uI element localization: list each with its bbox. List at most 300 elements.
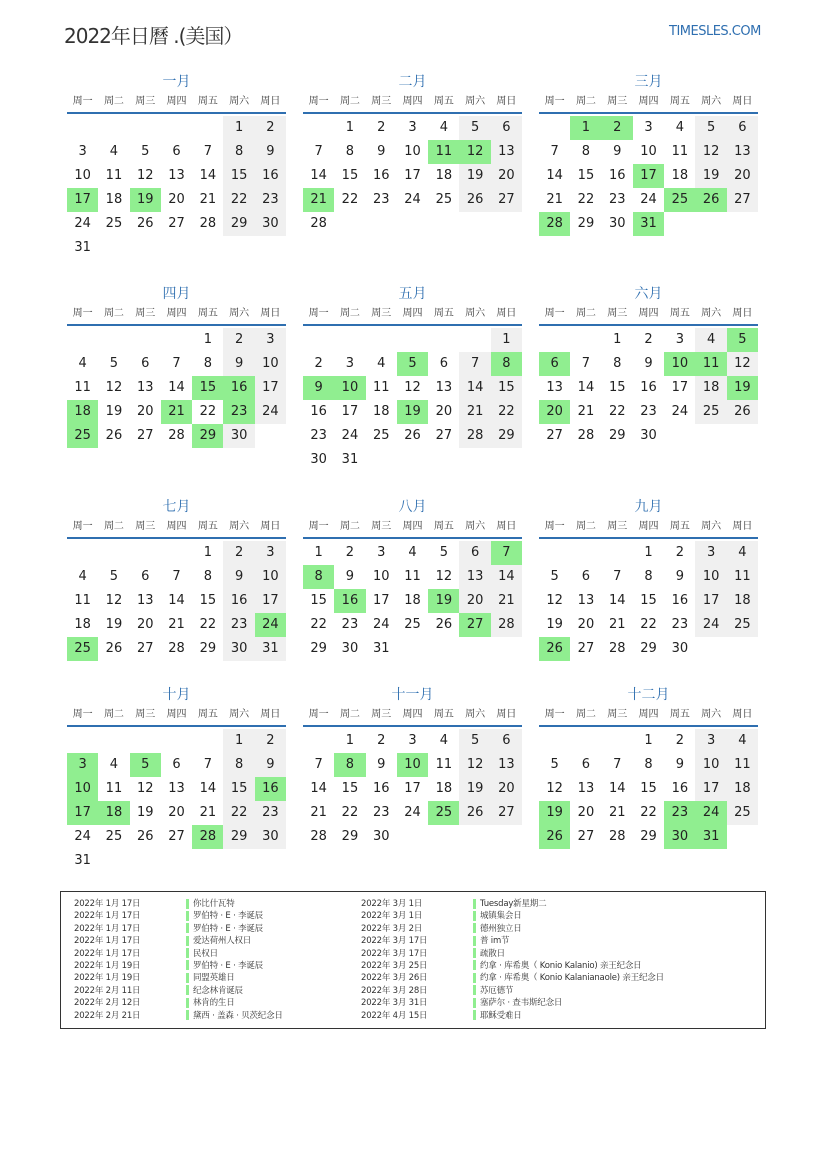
day-cell[interactable]: 2 [255, 116, 286, 140]
day-cell[interactable]: 11 [105, 781, 123, 796]
day-cell[interactable]: 5 [550, 569, 559, 584]
day-cell[interactable]: 10 [695, 565, 726, 589]
day-cell[interactable]: 18 [435, 781, 453, 796]
day-cell[interactable]: 27 [577, 829, 595, 844]
day-cell[interactable]: 24 [255, 400, 286, 424]
day-cell[interactable]: 19 [105, 617, 123, 632]
day-cell[interactable]: 18 [727, 777, 758, 801]
day-cell[interactable]: 28 [608, 641, 626, 656]
day-cell[interactable]: 4 [109, 144, 119, 159]
day-cell[interactable]: 14 [577, 380, 595, 395]
day-cell[interactable]: 11 [435, 757, 453, 772]
day-cell[interactable]: 22 [199, 617, 217, 632]
day-cell[interactable]: 3 [255, 328, 286, 352]
day-cell[interactable]: 22 [310, 617, 327, 632]
day-cell[interactable]: 15 [577, 168, 595, 183]
day-cell[interactable]: 22 [577, 192, 595, 207]
holiday-day-cell[interactable]: 17 [67, 801, 98, 825]
day-cell[interactable]: 4 [408, 545, 417, 560]
day-cell[interactable]: 5 [695, 116, 726, 140]
day-cell[interactable]: 20 [577, 805, 595, 820]
holiday-day-cell[interactable]: 15 [192, 376, 223, 400]
holiday-day-cell[interactable]: 23 [664, 801, 695, 825]
day-cell[interactable]: 18 [695, 376, 726, 400]
day-cell[interactable]: 16 [255, 164, 286, 188]
day-cell[interactable]: 8 [203, 356, 212, 371]
day-cell[interactable]: 14 [310, 781, 327, 796]
day-cell[interactable]: 16 [372, 781, 390, 796]
day-cell[interactable]: 20 [136, 404, 154, 419]
day-cell[interactable]: 7 [314, 144, 323, 159]
holiday-day-cell[interactable]: 29 [192, 424, 223, 448]
holiday-day-cell[interactable]: 9 [303, 376, 334, 400]
day-cell[interactable]: 22 [640, 617, 657, 632]
day-cell[interactable]: 18 [372, 404, 390, 419]
day-cell[interactable]: 1 [223, 729, 254, 753]
day-cell[interactable]: 26 [459, 801, 490, 825]
holiday-day-cell[interactable]: 10 [334, 376, 365, 400]
day-cell[interactable]: 30 [608, 216, 626, 231]
day-cell[interactable]: 21 [608, 617, 626, 632]
day-cell[interactable]: 9 [223, 565, 254, 589]
day-cell[interactable]: 22 [223, 188, 254, 212]
day-cell[interactable]: 4 [695, 328, 726, 352]
day-cell[interactable]: 19 [546, 617, 563, 632]
day-cell[interactable]: 1 [644, 545, 653, 560]
day-cell[interactable]: 28 [168, 428, 185, 443]
day-cell[interactable]: 25 [695, 400, 726, 424]
day-cell[interactable]: 2 [377, 120, 386, 135]
holiday-day-cell[interactable]: 6 [539, 352, 570, 376]
holiday-day-cell[interactable]: 19 [130, 188, 161, 212]
holiday-day-cell[interactable]: 12 [459, 140, 490, 164]
day-cell[interactable]: 22 [491, 400, 522, 424]
day-cell[interactable]: 13 [459, 565, 490, 589]
day-cell[interactable]: 23 [223, 613, 254, 637]
day-cell[interactable]: 9 [377, 757, 386, 772]
day-cell[interactable]: 12 [404, 380, 421, 395]
day-cell[interactable]: 11 [671, 144, 689, 159]
day-cell[interactable]: 29 [223, 212, 254, 236]
day-cell[interactable]: 7 [314, 757, 323, 772]
holiday-day-cell[interactable]: 23 [223, 400, 254, 424]
day-cell[interactable]: 26 [136, 216, 154, 231]
day-cell[interactable]: 25 [105, 829, 123, 844]
day-cell[interactable]: 28 [491, 613, 522, 637]
day-cell[interactable]: 14 [310, 168, 327, 183]
day-cell[interactable]: 28 [608, 829, 626, 844]
day-cell[interactable]: 26 [435, 617, 453, 632]
holiday-day-cell[interactable]: 7 [491, 541, 522, 565]
day-cell[interactable]: 14 [168, 593, 185, 608]
day-cell[interactable]: 4 [727, 541, 758, 565]
day-cell[interactable]: 8 [223, 753, 254, 777]
day-cell[interactable]: 21 [199, 805, 217, 820]
day-cell[interactable]: 27 [168, 829, 185, 844]
day-cell[interactable]: 13 [168, 781, 185, 796]
day-cell[interactable]: 10 [404, 144, 421, 159]
day-cell[interactable]: 22 [608, 404, 626, 419]
day-cell[interactable]: 26 [136, 829, 154, 844]
holiday-day-cell[interactable]: 26 [539, 637, 570, 661]
day-cell[interactable]: 19 [105, 404, 123, 419]
day-cell[interactable]: 24 [341, 428, 359, 443]
day-cell[interactable]: 9 [377, 144, 386, 159]
day-cell[interactable]: 23 [372, 805, 390, 820]
day-cell[interactable]: 27 [168, 216, 185, 231]
day-cell[interactable]: 5 [109, 356, 119, 371]
day-cell[interactable]: 21 [168, 617, 185, 632]
day-cell[interactable]: 4 [675, 120, 684, 135]
holiday-day-cell[interactable]: 8 [303, 565, 334, 589]
day-cell[interactable]: 3 [345, 356, 355, 371]
day-cell[interactable]: 3 [695, 729, 726, 753]
day-cell[interactable]: 11 [727, 565, 758, 589]
day-cell[interactable]: 8 [223, 140, 254, 164]
day-cell[interactable]: 14 [459, 376, 490, 400]
day-cell[interactable]: 3 [644, 120, 653, 135]
day-cell[interactable]: 12 [546, 593, 563, 608]
day-cell[interactable]: 18 [435, 168, 453, 183]
holiday-day-cell[interactable]: 17 [633, 164, 664, 188]
day-cell[interactable]: 3 [255, 541, 286, 565]
holiday-day-cell[interactable]: 31 [633, 212, 664, 236]
day-cell[interactable]: 30 [372, 829, 390, 844]
day-cell[interactable]: 20 [727, 164, 758, 188]
day-cell[interactable]: 28 [168, 641, 185, 656]
day-cell[interactable]: 14 [199, 168, 217, 183]
holiday-day-cell[interactable]: 26 [695, 188, 726, 212]
day-cell[interactable]: 1 [203, 332, 212, 347]
holiday-day-cell[interactable]: 10 [397, 753, 428, 777]
day-cell[interactable]: 12 [136, 168, 154, 183]
day-cell[interactable]: 15 [491, 376, 522, 400]
day-cell[interactable]: 16 [640, 380, 657, 395]
holiday-day-cell[interactable]: 24 [695, 801, 726, 825]
holiday-day-cell[interactable]: 5 [397, 352, 428, 376]
day-cell[interactable]: 9 [675, 757, 684, 772]
day-cell[interactable]: 16 [671, 593, 689, 608]
day-cell[interactable]: 29 [640, 641, 657, 656]
day-cell[interactable]: 16 [608, 168, 626, 183]
day-cell[interactable]: 6 [172, 757, 181, 772]
day-cell[interactable]: 15 [223, 777, 254, 801]
day-cell[interactable]: 1 [223, 116, 254, 140]
day-cell[interactable]: 6 [459, 541, 490, 565]
day-cell[interactable]: 11 [372, 380, 390, 395]
day-cell[interactable]: 12 [435, 569, 453, 584]
day-cell[interactable]: 29 [608, 428, 626, 443]
day-cell[interactable]: 30 [640, 428, 657, 443]
day-cell[interactable]: 4 [439, 733, 448, 748]
day-cell[interactable]: 30 [223, 424, 254, 448]
day-cell[interactable]: 12 [105, 593, 123, 608]
day-cell[interactable]: 2 [255, 729, 286, 753]
day-cell[interactable]: 17 [695, 589, 726, 613]
day-cell[interactable]: 16 [223, 589, 254, 613]
day-cell[interactable]: 18 [404, 593, 421, 608]
holiday-day-cell[interactable]: 27 [459, 613, 490, 637]
day-cell[interactable]: 29 [310, 641, 327, 656]
holiday-day-cell[interactable]: 3 [67, 753, 98, 777]
day-cell[interactable]: 25 [727, 613, 758, 637]
day-cell[interactable]: 24 [404, 192, 421, 207]
day-cell[interactable]: 15 [640, 781, 657, 796]
day-cell[interactable]: 18 [671, 168, 689, 183]
day-cell[interactable]: 4 [439, 120, 448, 135]
day-cell[interactable]: 11 [74, 380, 91, 395]
day-cell[interactable]: 13 [546, 380, 563, 395]
day-cell[interactable]: 15 [608, 380, 626, 395]
day-cell[interactable]: 13 [136, 380, 154, 395]
day-cell[interactable]: 27 [136, 641, 154, 656]
holiday-day-cell[interactable]: 10 [67, 777, 98, 801]
holiday-day-cell[interactable]: 18 [67, 400, 98, 424]
day-cell[interactable]: 30 [223, 637, 254, 661]
day-cell[interactable]: 6 [581, 757, 591, 772]
day-cell[interactable]: 6 [581, 569, 591, 584]
day-cell[interactable]: 4 [78, 569, 87, 584]
holiday-day-cell[interactable]: 1 [570, 116, 601, 140]
day-cell[interactable]: 21 [577, 404, 595, 419]
day-cell[interactable]: 21 [546, 192, 563, 207]
day-cell[interactable]: 24 [404, 805, 421, 820]
day-cell[interactable]: 2 [345, 545, 355, 560]
holiday-day-cell[interactable]: 19 [428, 589, 459, 613]
day-cell[interactable]: 24 [640, 192, 657, 207]
holiday-day-cell[interactable]: 28 [539, 212, 570, 236]
day-cell[interactable]: 5 [550, 757, 559, 772]
day-cell[interactable]: 22 [199, 404, 217, 419]
day-cell[interactable]: 13 [491, 753, 522, 777]
day-cell[interactable]: 30 [255, 212, 286, 236]
holiday-day-cell[interactable]: 10 [664, 352, 695, 376]
day-cell[interactable]: 14 [491, 565, 522, 589]
day-cell[interactable]: 14 [608, 781, 626, 796]
day-cell[interactable]: 7 [581, 356, 591, 371]
day-cell[interactable]: 1 [203, 545, 212, 560]
day-cell[interactable]: 29 [491, 424, 522, 448]
day-cell[interactable]: 27 [136, 428, 154, 443]
day-cell[interactable]: 6 [727, 116, 758, 140]
day-cell[interactable]: 9 [345, 569, 355, 584]
day-cell[interactable]: 2 [223, 541, 254, 565]
day-cell[interactable]: 18 [727, 589, 758, 613]
day-cell[interactable]: 3 [408, 733, 417, 748]
day-cell[interactable]: 28 [310, 829, 327, 844]
day-cell[interactable]: 22 [223, 801, 254, 825]
day-cell[interactable]: 9 [613, 144, 622, 159]
holiday-day-cell[interactable]: 25 [67, 424, 98, 448]
day-cell[interactable]: 27 [491, 801, 522, 825]
day-cell[interactable]: 28 [310, 216, 327, 231]
day-cell[interactable]: 23 [310, 428, 327, 443]
day-cell[interactable]: 9 [644, 356, 653, 371]
day-cell[interactable]: 9 [255, 753, 286, 777]
day-cell[interactable]: 29 [341, 829, 359, 844]
day-cell[interactable]: 13 [491, 140, 522, 164]
day-cell[interactable]: 2 [223, 328, 254, 352]
day-cell[interactable]: 19 [459, 777, 490, 801]
holiday-day-cell[interactable]: 19 [539, 801, 570, 825]
day-cell[interactable]: 1 [314, 545, 323, 560]
day-cell[interactable]: 7 [172, 569, 181, 584]
day-cell[interactable]: 13 [168, 168, 185, 183]
day-cell[interactable]: 7 [203, 757, 212, 772]
day-cell[interactable]: 2 [675, 545, 684, 560]
day-cell[interactable]: 17 [671, 380, 689, 395]
day-cell[interactable]: 17 [255, 376, 286, 400]
day-cell[interactable]: 7 [613, 757, 622, 772]
holiday-day-cell[interactable]: 24 [255, 613, 286, 637]
day-cell[interactable]: 17 [372, 593, 390, 608]
day-cell[interactable]: 15 [341, 781, 359, 796]
day-cell[interactable]: 10 [695, 753, 726, 777]
day-cell[interactable]: 15 [223, 164, 254, 188]
holiday-day-cell[interactable]: 25 [664, 188, 695, 212]
day-cell[interactable]: 26 [727, 400, 758, 424]
day-cell[interactable]: 9 [675, 569, 684, 584]
day-cell[interactable]: 29 [199, 641, 217, 656]
day-cell[interactable]: 8 [644, 569, 653, 584]
holiday-day-cell[interactable]: 16 [255, 777, 286, 801]
day-cell[interactable]: 23 [640, 404, 657, 419]
day-cell[interactable]: 20 [491, 777, 522, 801]
day-cell[interactable]: 1 [644, 733, 653, 748]
day-cell[interactable]: 29 [577, 216, 595, 231]
day-cell[interactable]: 1 [345, 733, 355, 748]
day-cell[interactable]: 6 [141, 356, 150, 371]
day-cell[interactable]: 1 [491, 328, 522, 352]
day-cell[interactable]: 16 [310, 404, 327, 419]
day-cell[interactable]: 17 [341, 404, 359, 419]
day-cell[interactable]: 26 [404, 428, 421, 443]
day-cell[interactable]: 17 [695, 777, 726, 801]
day-cell[interactable]: 22 [640, 805, 657, 820]
day-cell[interactable]: 15 [640, 593, 657, 608]
holiday-day-cell[interactable]: 21 [161, 400, 192, 424]
day-cell[interactable]: 23 [372, 192, 390, 207]
day-cell[interactable]: 14 [168, 380, 185, 395]
day-cell[interactable]: 27 [491, 188, 522, 212]
day-cell[interactable]: 31 [74, 853, 91, 868]
day-cell[interactable]: 6 [491, 729, 522, 753]
holiday-day-cell[interactable]: 28 [192, 825, 223, 849]
day-cell[interactable]: 17 [404, 781, 421, 796]
day-cell[interactable]: 28 [577, 428, 595, 443]
holiday-day-cell[interactable]: 19 [727, 376, 758, 400]
holiday-day-cell[interactable]: 31 [695, 825, 726, 849]
holiday-day-cell[interactable]: 16 [223, 376, 254, 400]
day-cell[interactable]: 28 [459, 424, 490, 448]
day-cell[interactable]: 11 [404, 569, 421, 584]
day-cell[interactable]: 13 [435, 380, 453, 395]
day-cell[interactable]: 12 [459, 753, 490, 777]
day-cell[interactable]: 23 [608, 192, 626, 207]
day-cell[interactable]: 23 [341, 617, 359, 632]
day-cell[interactable]: 7 [203, 144, 212, 159]
day-cell[interactable]: 14 [608, 593, 626, 608]
day-cell[interactable]: 8 [613, 356, 622, 371]
day-cell[interactable]: 12 [136, 781, 154, 796]
day-cell[interactable]: 3 [408, 120, 417, 135]
day-cell[interactable]: 20 [459, 589, 490, 613]
day-cell[interactable]: 13 [577, 781, 595, 796]
day-cell[interactable]: 8 [581, 144, 591, 159]
day-cell[interactable]: 14 [199, 781, 217, 796]
day-cell[interactable]: 25 [435, 192, 453, 207]
day-cell[interactable]: 21 [459, 400, 490, 424]
day-cell[interactable]: 22 [341, 192, 359, 207]
day-cell[interactable]: 7 [613, 569, 622, 584]
holiday-day-cell[interactable]: 21 [303, 188, 334, 212]
day-cell[interactable]: 31 [372, 641, 390, 656]
day-cell[interactable]: 3 [695, 541, 726, 565]
day-cell[interactable]: 20 [577, 617, 595, 632]
day-cell[interactable]: 12 [695, 140, 726, 164]
day-cell[interactable]: 20 [491, 164, 522, 188]
holiday-day-cell[interactable]: 17 [67, 188, 98, 212]
day-cell[interactable]: 22 [341, 805, 359, 820]
day-cell[interactable]: 6 [439, 356, 448, 371]
day-cell[interactable]: 2 [377, 733, 386, 748]
holiday-day-cell[interactable]: 30 [664, 825, 695, 849]
day-cell[interactable]: 3 [377, 545, 386, 560]
day-cell[interactable]: 5 [109, 569, 119, 584]
day-cell[interactable]: 24 [671, 404, 689, 419]
day-cell[interactable]: 11 [105, 168, 123, 183]
day-cell[interactable]: 24 [372, 617, 390, 632]
holiday-day-cell[interactable]: 25 [428, 801, 459, 825]
day-cell[interactable]: 29 [223, 825, 254, 849]
day-cell[interactable]: 25 [105, 216, 123, 231]
holiday-day-cell[interactable]: 11 [428, 140, 459, 164]
day-cell[interactable]: 24 [74, 216, 91, 231]
day-cell[interactable]: 13 [577, 593, 595, 608]
day-cell[interactable]: 15 [199, 593, 217, 608]
day-cell[interactable]: 21 [608, 805, 626, 820]
day-cell[interactable]: 9 [255, 140, 286, 164]
day-cell[interactable]: 9 [223, 352, 254, 376]
day-cell[interactable]: 7 [550, 144, 559, 159]
day-cell[interactable]: 20 [168, 192, 185, 207]
day-cell[interactable]: 28 [199, 216, 217, 231]
day-cell[interactable]: 5 [459, 116, 490, 140]
day-cell[interactable]: 6 [172, 144, 181, 159]
day-cell[interactable]: 20 [136, 617, 154, 632]
day-cell[interactable]: 19 [136, 805, 154, 820]
holiday-day-cell[interactable]: 18 [98, 801, 129, 825]
day-cell[interactable]: 18 [74, 617, 91, 632]
day-cell[interactable]: 10 [74, 168, 91, 183]
day-cell[interactable]: 27 [727, 188, 758, 212]
day-cell[interactable]: 21 [199, 192, 217, 207]
day-cell[interactable]: 11 [727, 753, 758, 777]
day-cell[interactable]: 31 [255, 637, 286, 661]
day-cell[interactable]: 10 [255, 352, 286, 376]
day-cell[interactable]: 21 [491, 589, 522, 613]
day-cell[interactable]: 3 [675, 332, 684, 347]
day-cell[interactable]: 12 [727, 352, 758, 376]
day-cell[interactable]: 8 [345, 144, 355, 159]
day-cell[interactable]: 16 [671, 781, 689, 796]
day-cell[interactable]: 15 [341, 168, 359, 183]
holiday-day-cell[interactable]: 26 [539, 825, 570, 849]
day-cell[interactable]: 3 [78, 144, 87, 159]
day-cell[interactable]: 26 [459, 188, 490, 212]
day-cell[interactable]: 10 [372, 569, 390, 584]
holiday-day-cell[interactable]: 16 [334, 589, 365, 613]
